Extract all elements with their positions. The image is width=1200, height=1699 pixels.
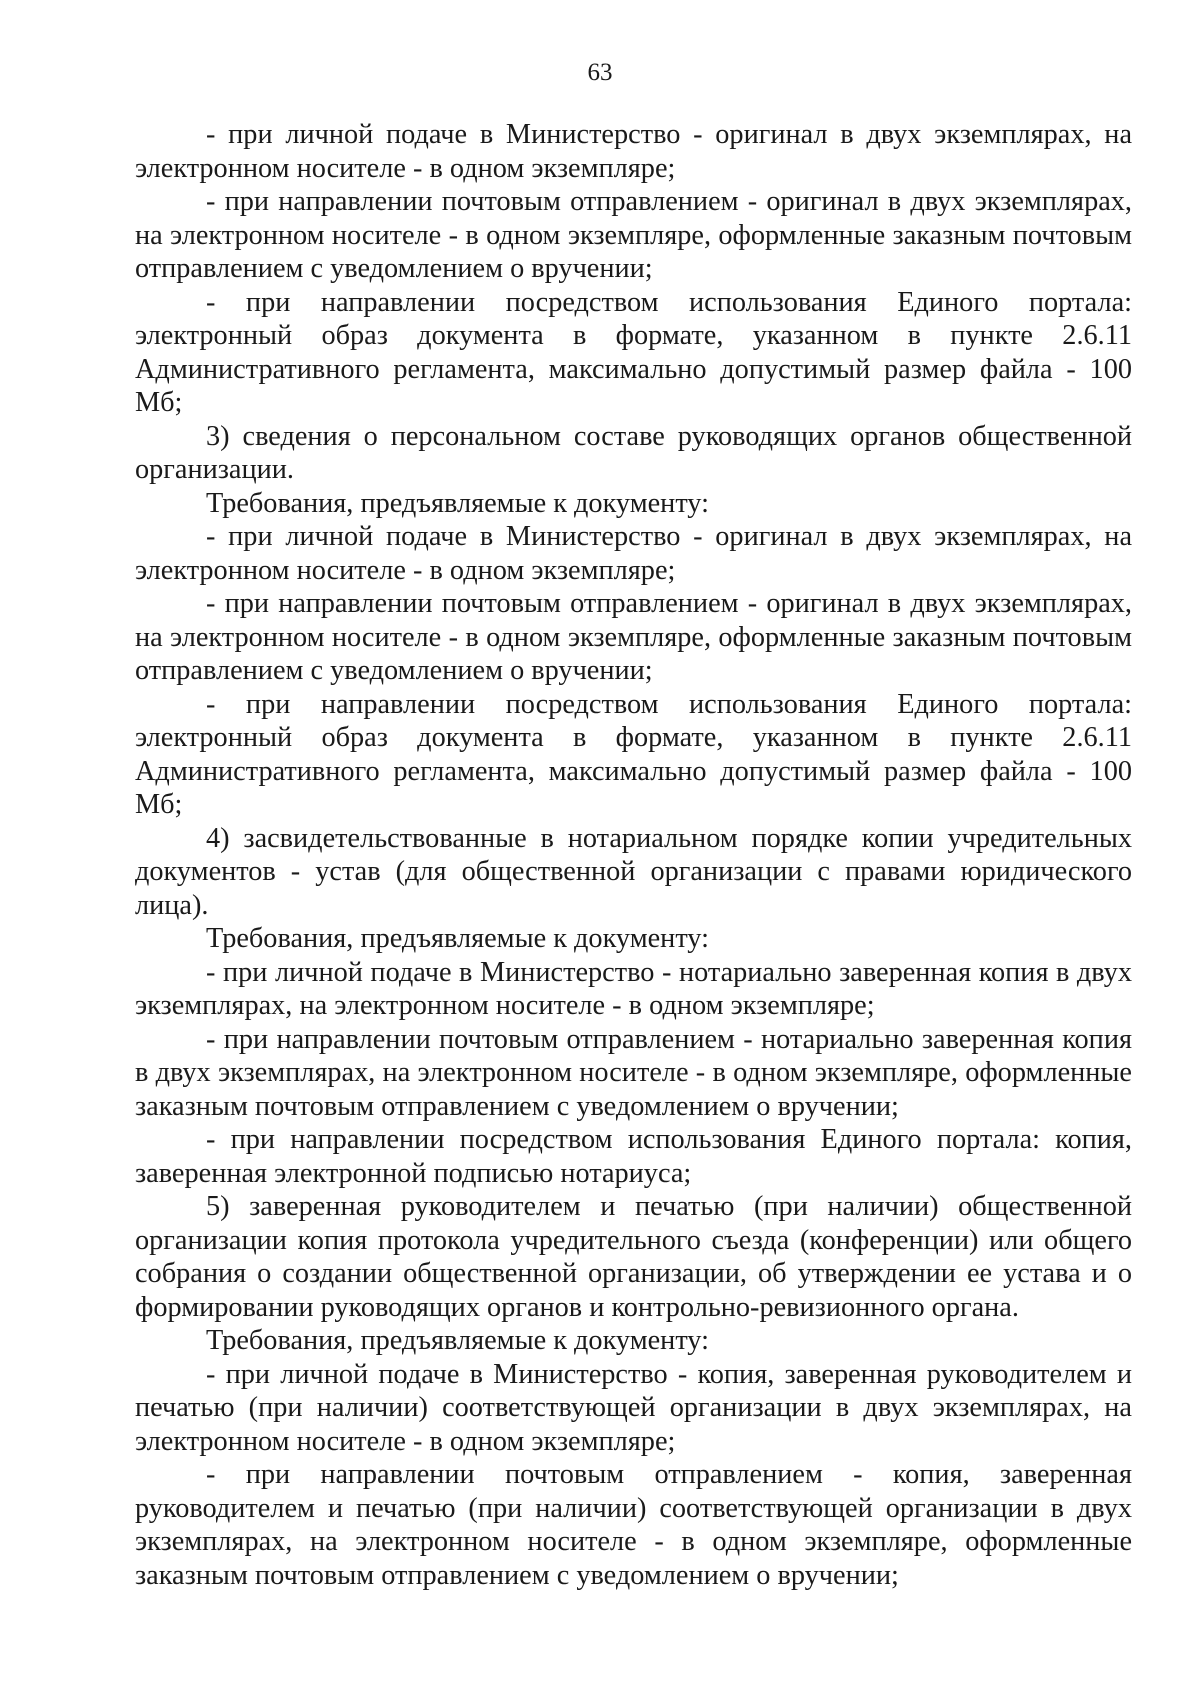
paragraph-5: Требования, предъявляемые к документу: bbox=[206, 487, 709, 519]
paragraph-9: 4) засвидетельствованные в нотариальном порядке копии учредительных документов - устав (для общественной организации с правами юридического лица). bbox=[135, 822, 1132, 921]
paragraph-6: - при личной подаче в Министерство - оригинал в двух экземплярах, на электронном носителе - в одном экземпляре; bbox=[135, 521, 1132, 586]
paragraph-7: - при направлении почтовым отправлением - оригинал в двух экземплярах, на электронном носителе - в одном экземпляре, оформленные заказным почтовым отправлением с уведомлением о вручении; bbox=[135, 588, 1132, 686]
paragraph-13: - при направлении посредством использования Единого портала: копия, заверенная электронной подписью нотариуса; bbox=[135, 1124, 1132, 1189]
paragraph-1: - при личной подаче в Министерство - оригинал в двух экземплярах, на электронном носителе - в одном экземпляре; bbox=[135, 119, 1132, 184]
paragraph-4: 3) сведения о персональном составе руководящих органов общественной организации. bbox=[135, 420, 1132, 485]
paragraph-17: - при направлении почтовым отправлением - копия, заверенная руководителем и печатью (при наличии) соответствующей организации в двух экземплярах, на электронном носителе - в одном экземпляре, оформленные заказным почтовым отправлением с уведомлением о вручении; bbox=[135, 1459, 1132, 1591]
paragraph-3: - при направлении посредством использования Единого портала: электронный образ документа в формате, указанном в пункте 2.6.11 Административного регламента, максимально допустимый размер файла - 100 Мб; bbox=[135, 286, 1132, 418]
document-body bbox=[135, 118, 1132, 1592]
paragraph-11: - при личной подаче в Министерство - нотариально заверенная копия в двух экземплярах, на электронном носителе - в одном экземпляре; bbox=[135, 956, 1132, 1021]
paragraph-8: - при направлении посредством использования Единого портала: электронный образ документа в формате, указанном в пункте 2.6.11 Административного регламента, максимально допустимый размер файла - 100 Мб; bbox=[135, 688, 1132, 820]
paragraph-14: 5) заверенная руководителем и печатью (при наличии) общественной организации копия протокола учредительного съезда (конференции) или общего собрания о создании общественной организации, об утверждении ее устава и о формировании руководящих органов и контрольно-ревизионного органа. bbox=[135, 1191, 1132, 1323]
paragraph-16: - при личной подаче в Министерство - копия, заверенная руководителем и печатью (при наличии) соответствующей организации в двух экземплярах, на электронном носителе - в одном экземпляре; bbox=[135, 1358, 1132, 1457]
paragraph-12: - при направлении почтовым отправлением - нотариально заверенная копия в двух экземплярах, на электронном носителе - в одном экземпляре, оформленные заказным почтовым отправлением с уведомлением о вручении; bbox=[135, 1023, 1132, 1122]
paragraph-10: Требования, предъявляемые к документу: bbox=[206, 923, 709, 954]
paragraph-15: Требования, предъявляемые к документу: bbox=[206, 1325, 709, 1356]
page-number: 63 bbox=[587, 59, 613, 86]
paragraph-2: - при направлении почтовым отправлением - оригинал в двух экземплярах, на электронном носителе - в одном экземпляре, оформленные заказным почтовым отправлением с уведомлением о вручении; bbox=[135, 186, 1132, 284]
